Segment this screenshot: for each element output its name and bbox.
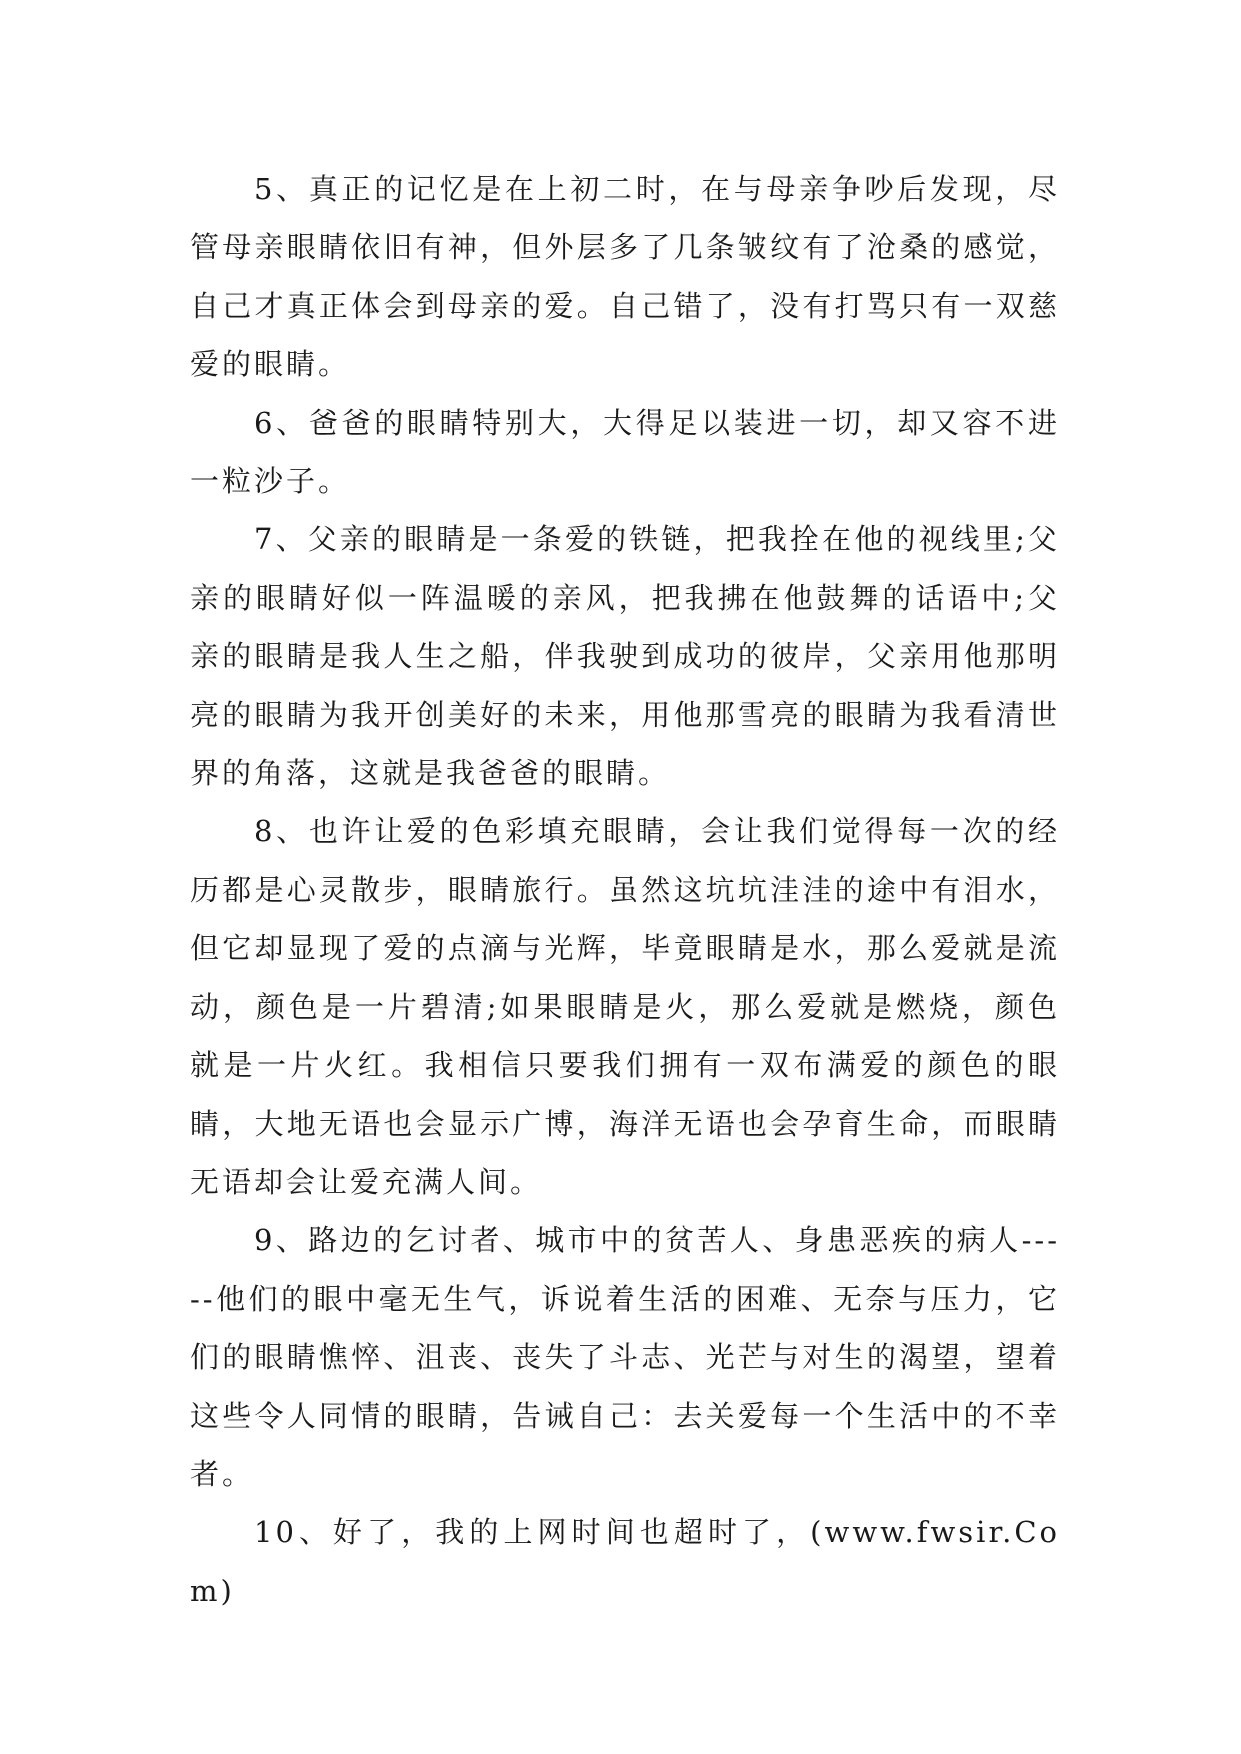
document-body	[190, 160, 1060, 1620]
paragraph-10: 10、好了，我的上网时间也超时了，(www.fwsir.Com)	[190, 1515, 1060, 1608]
paragraph-8: 8、也许让爱的色彩填充眼睛，会让我们觉得每一次的经历都是心灵散步，眼睛旅行。虽然这坑坑洼洼的途中有泪水，但它却显现了爱的点滴与光辉，毕竟眼睛是水，那么爱就是流动，颜色是一片碧清;如果眼睛是火，那么爱就是燃烧，颜色就是一片火红。我相信只要我们拥有一双布满爱的颜色的眼睛，大地无语也会显示广博，海洋无语也会孕育生命，而眼睛无语却会让爱充满人间。	[190, 814, 1060, 1199]
paragraph-6: 6、爸爸的眼睛特别大，大得足以装进一切，却又容不进一粒沙子。	[190, 405, 1060, 499]
paragraph-9: 9、路边的乞讨者、城市中的贫苦人、身患恶疾的病人-----他们的眼中毫无生气，诉说着生活的困难、无奈与压力，它们的眼睛憔悴、沮丧、丧失了斗志、光芒与对生的渴望，望着这些令人同情的眼睛，告诫自己：去关爱每一个生活中的不幸者。	[190, 1223, 1060, 1491]
paragraph-5: 5、真正的记忆是在上初二时，在与母亲争吵后发现，尽管母亲眼睛依旧有神，但外层多了几条皱纹有了沧桑的感觉，自己才真正体会到母亲的爱。自己错了，没有打骂只有一双慈爱的眼睛。	[190, 172, 1060, 382]
paragraph-7: 7、父亲的眼睛是一条爱的铁链，把我拴在他的视线里;父亲的眼睛好似一阵温暖的亲风，把我拂在他鼓舞的话语中;父亲的眼睛是我人生之船，伴我驶到成功的彼岸，父亲用他那明亮的眼睛为我开创美好的未来，用他那雪亮的眼睛为我看清世界的角落，这就是我爸爸的眼睛。	[190, 522, 1060, 791]
